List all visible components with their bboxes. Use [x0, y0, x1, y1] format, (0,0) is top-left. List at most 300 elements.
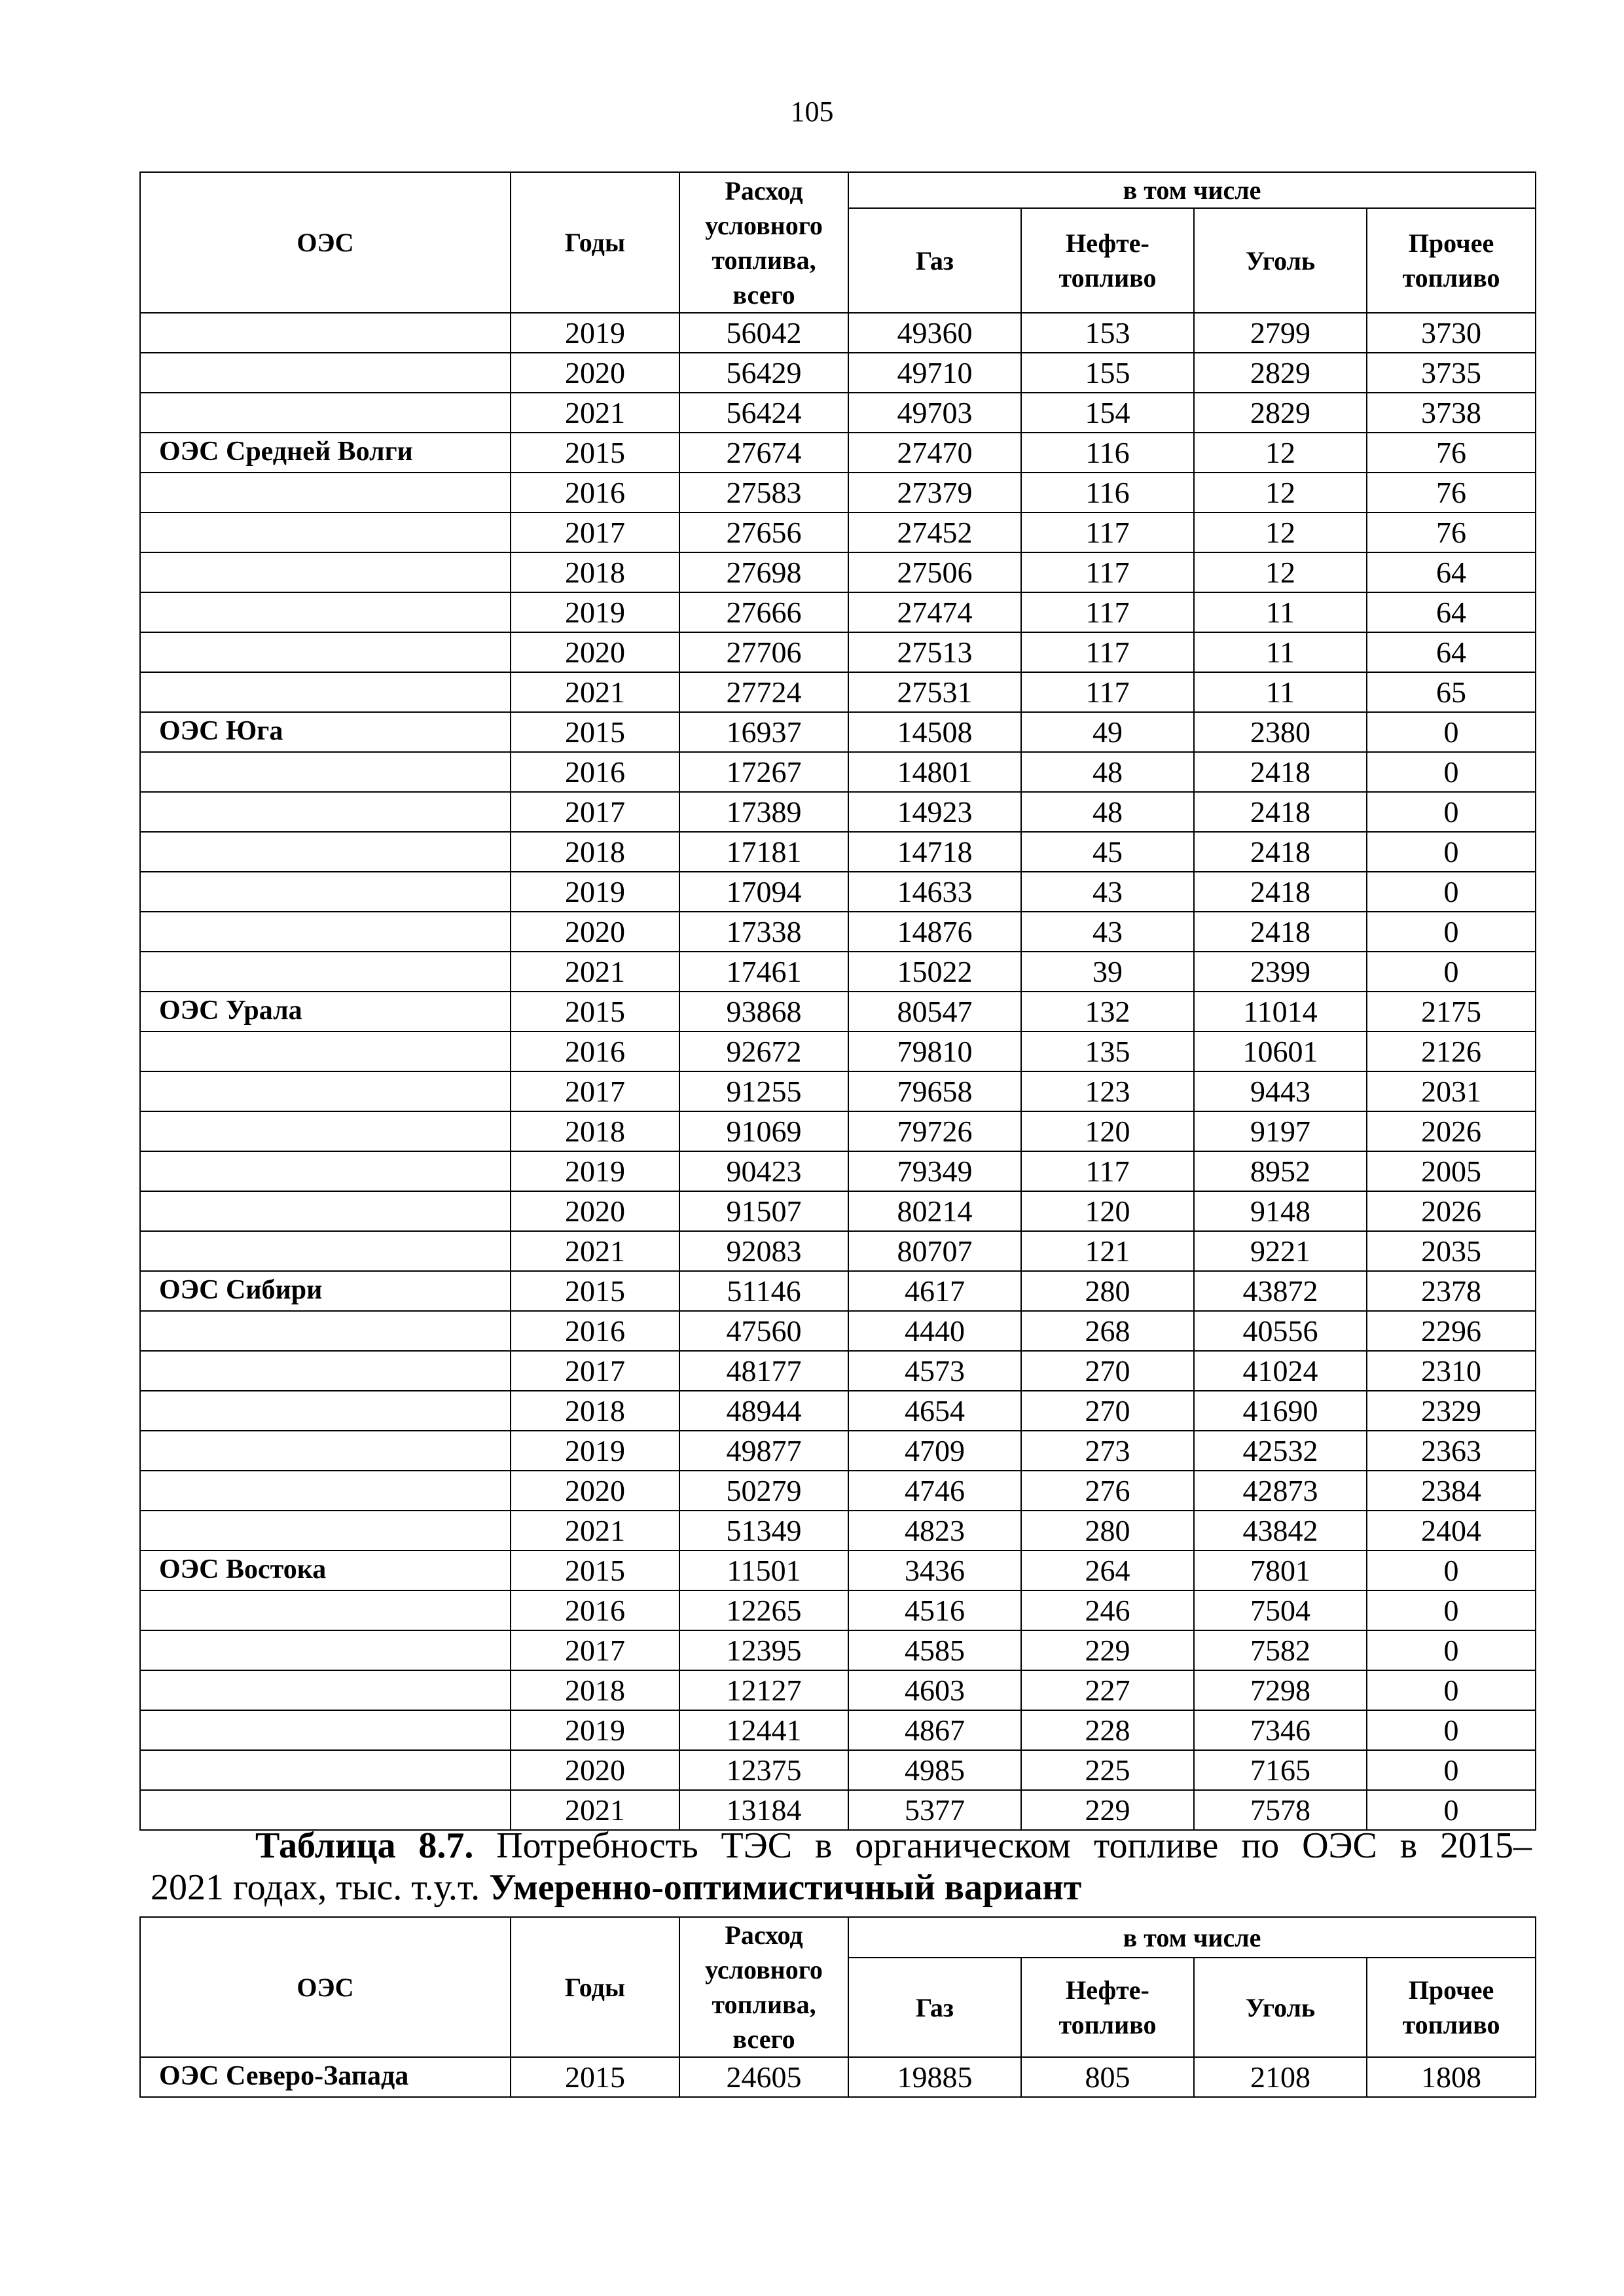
cell-oil: 276 — [1021, 1471, 1194, 1511]
cell-total: 51146 — [679, 1271, 848, 1311]
cell-total: 93868 — [679, 992, 848, 1031]
cell-gas: 14508 — [848, 712, 1021, 752]
cell-oil: 117 — [1021, 672, 1194, 712]
cell-total: 27706 — [679, 632, 848, 672]
cell-other: 0 — [1367, 792, 1536, 832]
cell-year: 2015 — [511, 433, 679, 473]
cell-coal: 2108 — [1194, 2057, 1367, 2097]
cell-total: 11501 — [679, 1551, 848, 1590]
cell-total: 17181 — [679, 832, 848, 872]
cell-total: 12441 — [679, 1710, 848, 1750]
table-row — [140, 1630, 1536, 1670]
cell-year: 2020 — [511, 353, 679, 393]
cell-total: 50279 — [679, 1471, 848, 1511]
cell-oes: ОЭС Средней Волги — [140, 433, 511, 473]
cell-total: 48177 — [679, 1351, 848, 1391]
cell-year: 2018 — [511, 832, 679, 872]
table-row — [140, 672, 1536, 712]
cell-oes — [140, 1111, 511, 1151]
cell-oes — [140, 393, 511, 433]
table-row — [140, 1471, 1536, 1511]
cell-gas: 4985 — [848, 1750, 1021, 1790]
cell-year: 2015 — [511, 1271, 679, 1311]
cell-oil: 39 — [1021, 952, 1194, 992]
cell-oes — [140, 1031, 511, 1071]
cell-oil: 43 — [1021, 912, 1194, 952]
cell-total: 27656 — [679, 512, 848, 552]
cell-coal: 8952 — [1194, 1151, 1367, 1191]
cell-other: 3730 — [1367, 313, 1536, 353]
table-row — [140, 1271, 1536, 1311]
cell-gas: 4603 — [848, 1670, 1021, 1710]
cell-gas: 3436 — [848, 1551, 1021, 1590]
cell-year: 2015 — [511, 712, 679, 752]
cell-oil: 117 — [1021, 632, 1194, 672]
cell-gas: 49710 — [848, 353, 1021, 393]
table-row — [140, 952, 1536, 992]
cell-gas: 15022 — [848, 952, 1021, 992]
table-row — [140, 1790, 1536, 1830]
cell-oil: 117 — [1021, 552, 1194, 592]
cell-total: 27698 — [679, 552, 848, 592]
table-row — [140, 1071, 1536, 1111]
cell-other: 1808 — [1367, 2057, 1536, 2097]
cell-coal: 7346 — [1194, 1710, 1367, 1750]
cell-oil: 228 — [1021, 1710, 1194, 1750]
cell-gas: 14801 — [848, 752, 1021, 792]
cell-gas: 79349 — [848, 1151, 1021, 1191]
cell-oil: 264 — [1021, 1551, 1194, 1590]
cell-year: 2020 — [511, 912, 679, 952]
table-row — [140, 1391, 1536, 1431]
table-row — [140, 353, 1536, 393]
cell-coal: 9221 — [1194, 1231, 1367, 1271]
cell-other: 3738 — [1367, 393, 1536, 433]
cell-oes — [140, 832, 511, 872]
cell-oes — [140, 1790, 511, 1830]
cell-oes — [140, 752, 511, 792]
cell-oil: 45 — [1021, 832, 1194, 872]
cell-oes — [140, 1750, 511, 1790]
cell-total: 27724 — [679, 672, 848, 712]
cell-coal: 11 — [1194, 672, 1367, 712]
table-row — [140, 1710, 1536, 1750]
cell-gas: 5377 — [848, 1790, 1021, 1830]
cell-oil: 117 — [1021, 512, 1194, 552]
cell-total: 12395 — [679, 1630, 848, 1670]
cell-oil: 117 — [1021, 592, 1194, 632]
cell-oil: 270 — [1021, 1351, 1194, 1391]
cell-oil: 229 — [1021, 1630, 1194, 1670]
cell-other: 2363 — [1367, 1431, 1536, 1471]
cell-year: 2021 — [511, 1231, 679, 1271]
table-row — [140, 632, 1536, 672]
cell-year: 2015 — [511, 1551, 679, 1590]
table-row — [140, 992, 1536, 1031]
cell-year: 2021 — [511, 952, 679, 992]
table-row — [140, 473, 1536, 512]
cell-other: 0 — [1367, 712, 1536, 752]
cell-oes — [140, 1670, 511, 1710]
table-row — [140, 393, 1536, 433]
cell-oil: 123 — [1021, 1071, 1194, 1111]
cell-coal: 41690 — [1194, 1391, 1367, 1431]
cell-gas: 80707 — [848, 1231, 1021, 1271]
cell-total: 17389 — [679, 792, 848, 832]
cell-other: 2126 — [1367, 1031, 1536, 1071]
table-row — [140, 1551, 1536, 1590]
cell-total: 48944 — [679, 1391, 848, 1431]
cell-oes — [140, 792, 511, 832]
cell-oes — [140, 1191, 511, 1231]
cell-coal: 2829 — [1194, 353, 1367, 393]
cell-year: 2018 — [511, 1391, 679, 1431]
cell-oil: 120 — [1021, 1111, 1194, 1151]
caption-text-line1: Потребность ТЭС в органическом топливе по ОЭС в 2015– — [473, 1825, 1532, 1866]
cell-total: 27674 — [679, 433, 848, 473]
cell-other: 65 — [1367, 672, 1536, 712]
cell-other: 2031 — [1367, 1071, 1536, 1111]
cell-gas: 80214 — [848, 1191, 1021, 1231]
header-oil: Нефте-топливо — [1021, 1958, 1194, 2057]
cell-other: 2384 — [1367, 1471, 1536, 1511]
header-oil: Нефте-топливо — [1021, 208, 1194, 313]
table-row — [140, 1351, 1536, 1391]
cell-oes — [140, 1071, 511, 1111]
cell-gas: 14923 — [848, 792, 1021, 832]
cell-oil: 225 — [1021, 1750, 1194, 1790]
table-body — [140, 313, 1536, 1830]
cell-other: 76 — [1367, 512, 1536, 552]
cell-other: 2026 — [1367, 1111, 1536, 1151]
cell-total: 12265 — [679, 1590, 848, 1630]
cell-coal: 12 — [1194, 512, 1367, 552]
table-caption — [151, 1825, 1532, 1909]
cell-year: 2020 — [511, 632, 679, 672]
header-other: Прочее топливо — [1367, 1958, 1536, 2057]
table-row — [140, 1311, 1536, 1351]
cell-oil: 805 — [1021, 2057, 1194, 2097]
table-row — [140, 792, 1536, 832]
caption-text-line2: 2021 годах, тыс. т.у.т. — [151, 1867, 490, 1908]
cell-oil: 268 — [1021, 1311, 1194, 1351]
cell-oes — [140, 1710, 511, 1750]
table-row — [140, 1031, 1536, 1071]
caption-variant: Умеренно-оптимистичный вариант — [489, 1867, 1082, 1908]
header-gas: Газ — [848, 1958, 1021, 2057]
cell-oil: 154 — [1021, 393, 1194, 433]
header-total: Расход условного топлива, всего — [679, 1917, 848, 2057]
cell-other: 0 — [1367, 1630, 1536, 1670]
cell-gas: 14633 — [848, 872, 1021, 912]
cell-oes: ОЭС Урала — [140, 992, 511, 1031]
cell-gas: 4617 — [848, 1271, 1021, 1311]
cell-total: 17094 — [679, 872, 848, 912]
cell-other: 2296 — [1367, 1311, 1536, 1351]
cell-year: 2021 — [511, 1511, 679, 1551]
cell-other: 0 — [1367, 872, 1536, 912]
cell-oil: 280 — [1021, 1271, 1194, 1311]
cell-oes — [140, 1231, 511, 1271]
cell-year: 2019 — [511, 1710, 679, 1750]
cell-gas: 79658 — [848, 1071, 1021, 1111]
cell-other: 0 — [1367, 952, 1536, 992]
header-oes: ОЭС — [140, 1917, 511, 2057]
table-row — [140, 1151, 1536, 1191]
cell-gas: 4573 — [848, 1351, 1021, 1391]
cell-oes — [140, 1511, 511, 1551]
cell-gas: 49703 — [848, 393, 1021, 433]
table-body — [140, 2057, 1536, 2097]
cell-total: 91069 — [679, 1111, 848, 1151]
header-gas: Газ — [848, 208, 1021, 313]
cell-other: 0 — [1367, 1790, 1536, 1830]
cell-coal: 2829 — [1194, 393, 1367, 433]
cell-oil: 229 — [1021, 1790, 1194, 1830]
cell-coal: 42873 — [1194, 1471, 1367, 1511]
cell-coal: 12 — [1194, 552, 1367, 592]
cell-other: 3735 — [1367, 353, 1536, 393]
cell-oes — [140, 1351, 511, 1391]
cell-gas: 27452 — [848, 512, 1021, 552]
cell-oil: 49 — [1021, 712, 1194, 752]
cell-oes — [140, 1391, 511, 1431]
cell-oil: 227 — [1021, 1670, 1194, 1710]
cell-gas: 49360 — [848, 313, 1021, 353]
header-years: Годы — [511, 1917, 679, 2057]
cell-year: 2021 — [511, 393, 679, 433]
cell-oes: ОЭС Сибири — [140, 1271, 511, 1311]
cell-total: 24605 — [679, 2057, 848, 2097]
cell-coal: 7165 — [1194, 1750, 1367, 1790]
cell-gas: 14876 — [848, 912, 1021, 952]
table-row — [140, 512, 1536, 552]
cell-gas: 4654 — [848, 1391, 1021, 1431]
cell-other: 0 — [1367, 1710, 1536, 1750]
cell-other: 2005 — [1367, 1151, 1536, 1191]
table-row — [140, 433, 1536, 473]
cell-other: 0 — [1367, 912, 1536, 952]
cell-oes — [140, 952, 511, 992]
cell-year: 2016 — [511, 1311, 679, 1351]
header-total: Расход условного топлива, всего — [679, 172, 848, 313]
cell-total: 12127 — [679, 1670, 848, 1710]
cell-total: 92083 — [679, 1231, 848, 1271]
table-row — [140, 1511, 1536, 1551]
cell-other: 2035 — [1367, 1231, 1536, 1271]
cell-other: 2329 — [1367, 1391, 1536, 1431]
cell-gas: 27513 — [848, 632, 1021, 672]
cell-total: 17338 — [679, 912, 848, 952]
cell-total: 17461 — [679, 952, 848, 992]
cell-oes — [140, 672, 511, 712]
fuel-table-continued — [139, 171, 1536, 1831]
cell-year: 2017 — [511, 1071, 679, 1111]
cell-coal: 2380 — [1194, 712, 1367, 752]
cell-total: 56429 — [679, 353, 848, 393]
cell-other: 2175 — [1367, 992, 1536, 1031]
header-years: Годы — [511, 172, 679, 313]
cell-oes — [140, 473, 511, 512]
cell-total: 27583 — [679, 473, 848, 512]
cell-year: 2021 — [511, 672, 679, 712]
cell-other: 64 — [1367, 552, 1536, 592]
cell-total: 92672 — [679, 1031, 848, 1071]
cell-gas: 80547 — [848, 992, 1021, 1031]
cell-coal: 7801 — [1194, 1551, 1367, 1590]
cell-other: 0 — [1367, 1551, 1536, 1590]
table-row — [140, 752, 1536, 792]
page-number: 105 — [790, 96, 834, 128]
cell-oes — [140, 872, 511, 912]
cell-oes: ОЭС Востока — [140, 1551, 511, 1590]
cell-other: 2026 — [1367, 1191, 1536, 1231]
cell-total: 17267 — [679, 752, 848, 792]
cell-total: 49877 — [679, 1431, 848, 1471]
cell-gas: 4585 — [848, 1630, 1021, 1670]
cell-total: 56042 — [679, 313, 848, 353]
cell-gas: 4823 — [848, 1511, 1021, 1551]
cell-other: 2404 — [1367, 1511, 1536, 1551]
cell-oil: 121 — [1021, 1231, 1194, 1271]
cell-year: 2015 — [511, 992, 679, 1031]
table-row — [140, 313, 1536, 353]
cell-oil: 43 — [1021, 872, 1194, 912]
cell-total: 91255 — [679, 1071, 848, 1111]
cell-oes — [140, 353, 511, 393]
table-row — [140, 2057, 1536, 2097]
cell-coal: 2418 — [1194, 912, 1367, 952]
cell-coal: 2418 — [1194, 792, 1367, 832]
table-row — [140, 592, 1536, 632]
cell-year: 2019 — [511, 592, 679, 632]
table-row — [140, 1590, 1536, 1630]
cell-oes — [140, 592, 511, 632]
cell-year: 2016 — [511, 473, 679, 512]
cell-oil: 48 — [1021, 752, 1194, 792]
cell-oil: 48 — [1021, 792, 1194, 832]
header-coal: Уголь — [1194, 208, 1367, 313]
cell-year: 2017 — [511, 1351, 679, 1391]
table-row — [140, 1750, 1536, 1790]
cell-coal: 7504 — [1194, 1590, 1367, 1630]
cell-coal: 2399 — [1194, 952, 1367, 992]
cell-oes — [140, 1151, 511, 1191]
cell-gas: 4867 — [848, 1710, 1021, 1750]
cell-year: 2016 — [511, 1031, 679, 1071]
header-oes: ОЭС — [140, 172, 511, 313]
cell-other: 0 — [1367, 1670, 1536, 1710]
table-row — [140, 872, 1536, 912]
cell-gas: 19885 — [848, 2057, 1021, 2097]
cell-total: 51349 — [679, 1511, 848, 1551]
cell-other: 64 — [1367, 632, 1536, 672]
cell-other: 64 — [1367, 592, 1536, 632]
cell-coal: 40556 — [1194, 1311, 1367, 1351]
cell-gas: 27379 — [848, 473, 1021, 512]
cell-oes: ОЭС Северо-Запада — [140, 2057, 511, 2097]
cell-oes — [140, 1590, 511, 1630]
cell-year: 2018 — [511, 1111, 679, 1151]
cell-oes: ОЭС Юга — [140, 712, 511, 752]
cell-year: 2017 — [511, 792, 679, 832]
table-row — [140, 912, 1536, 952]
cell-year: 2020 — [511, 1191, 679, 1231]
cell-total: 91507 — [679, 1191, 848, 1231]
cell-coal: 2418 — [1194, 872, 1367, 912]
header-including: в том числе — [848, 1917, 1536, 1958]
cell-total: 16937 — [679, 712, 848, 752]
cell-oes — [140, 1431, 511, 1471]
cell-total: 47560 — [679, 1311, 848, 1351]
cell-oes — [140, 512, 511, 552]
cell-year: 2015 — [511, 2057, 679, 2097]
cell-other: 0 — [1367, 1750, 1536, 1790]
table-row — [140, 832, 1536, 872]
table-row — [140, 1111, 1536, 1151]
cell-gas: 4440 — [848, 1311, 1021, 1351]
cell-year: 2018 — [511, 1670, 679, 1710]
caption-label: Таблица 8.7. — [255, 1825, 474, 1866]
cell-coal: 2799 — [1194, 313, 1367, 353]
cell-oil: 120 — [1021, 1191, 1194, 1231]
fuel-table-moderate-optimistic — [139, 1916, 1536, 2098]
cell-oil: 117 — [1021, 1151, 1194, 1191]
cell-year: 2019 — [511, 872, 679, 912]
cell-coal: 12 — [1194, 473, 1367, 512]
cell-gas: 27470 — [848, 433, 1021, 473]
table-row — [140, 552, 1536, 592]
cell-oil: 273 — [1021, 1431, 1194, 1471]
cell-oes — [140, 552, 511, 592]
cell-total: 12375 — [679, 1750, 848, 1790]
header-including: в том числе — [848, 172, 1536, 208]
cell-year: 2016 — [511, 1590, 679, 1630]
cell-coal: 7298 — [1194, 1670, 1367, 1710]
cell-gas: 27531 — [848, 672, 1021, 712]
cell-year: 2017 — [511, 512, 679, 552]
cell-coal: 43872 — [1194, 1271, 1367, 1311]
cell-coal: 43842 — [1194, 1511, 1367, 1551]
cell-gas: 27474 — [848, 592, 1021, 632]
table-row — [140, 1431, 1536, 1471]
cell-year: 2017 — [511, 1630, 679, 1670]
cell-other: 2378 — [1367, 1271, 1536, 1311]
cell-year: 2021 — [511, 1790, 679, 1830]
cell-oes — [140, 632, 511, 672]
cell-year: 2019 — [511, 313, 679, 353]
table-row — [140, 712, 1536, 752]
cell-oes — [140, 1311, 511, 1351]
header-coal: Уголь — [1194, 1958, 1367, 2057]
cell-coal: 7582 — [1194, 1630, 1367, 1670]
cell-gas: 4516 — [848, 1590, 1021, 1630]
cell-coal: 12 — [1194, 433, 1367, 473]
cell-oil: 246 — [1021, 1590, 1194, 1630]
cell-coal: 9148 — [1194, 1191, 1367, 1231]
cell-gas: 27506 — [848, 552, 1021, 592]
cell-oil: 153 — [1021, 313, 1194, 353]
cell-total: 27666 — [679, 592, 848, 632]
cell-year: 2020 — [511, 1750, 679, 1790]
cell-oil: 280 — [1021, 1511, 1194, 1551]
cell-oes — [140, 313, 511, 353]
cell-other: 0 — [1367, 832, 1536, 872]
cell-oil: 132 — [1021, 992, 1194, 1031]
cell-year: 2019 — [511, 1431, 679, 1471]
cell-total: 90423 — [679, 1151, 848, 1191]
cell-coal: 11014 — [1194, 992, 1367, 1031]
